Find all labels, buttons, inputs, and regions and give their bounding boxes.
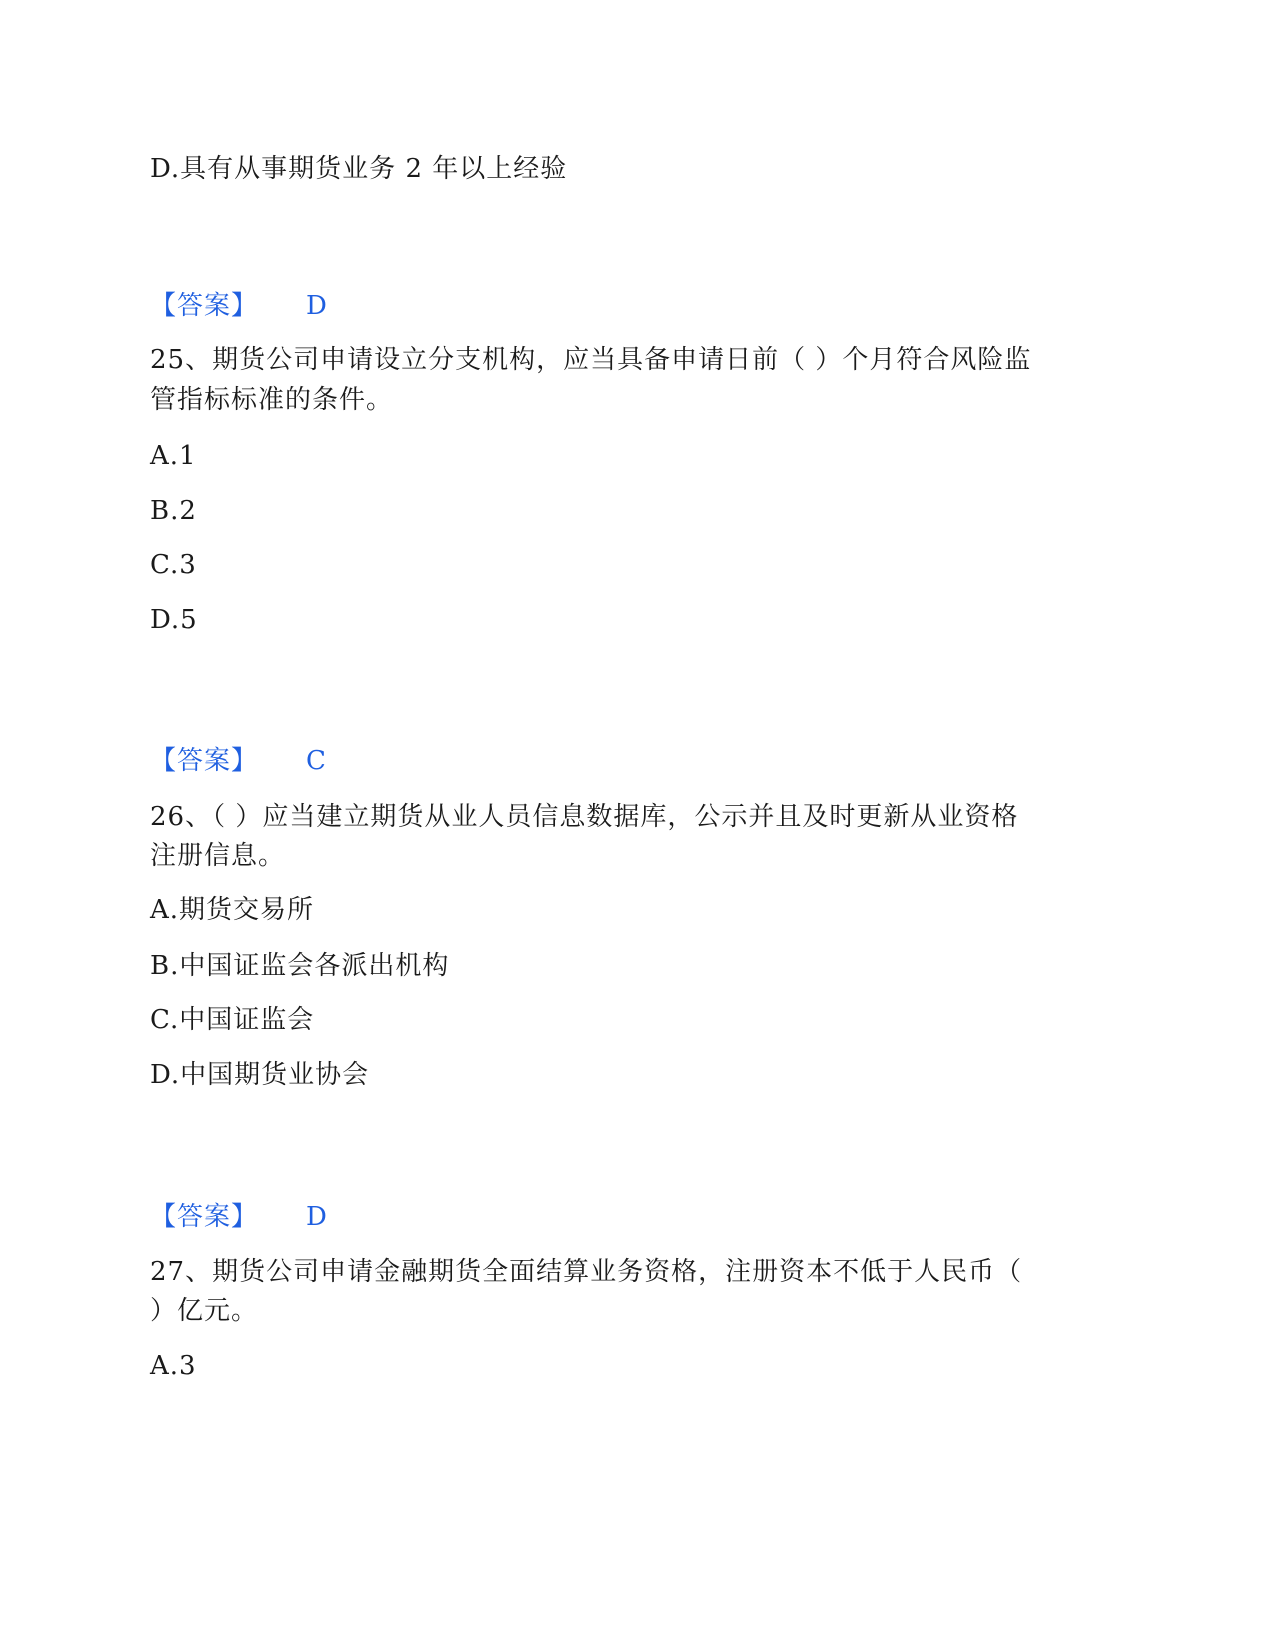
q25-stem-line1: 25、期货公司申请设立分支机构，应当具备申请日前（ ）个月符合风险监	[150, 345, 1032, 375]
prev-option-d: D.具有从事期货业务 2 年以上经验	[150, 154, 568, 184]
q26-stem-line1: 26、（ ）应当建立期货从业人员信息数据库，公示并且及时更新从业资格	[150, 802, 1019, 832]
q25-option-a: A.1	[150, 441, 197, 471]
q27-option-a: A.3	[150, 1351, 197, 1381]
q26-stem-line2: 注册信息。	[150, 841, 286, 871]
q25-option-b: B.2	[150, 496, 197, 526]
answer-label: 【答案】	[150, 746, 259, 776]
answer-line-q24	[150, 286, 328, 326]
q25-stem-line2: 管指标标准的条件。	[150, 385, 394, 415]
q26-option-b: B.中国证监会各派出机构	[150, 951, 450, 981]
answer-value: D	[306, 1202, 328, 1232]
answer-line-q26	[150, 1197, 328, 1237]
q25-option-d: D.5	[150, 605, 198, 635]
q25-option-c: C.3	[150, 550, 197, 580]
q27-stem-line2: ）亿元。	[150, 1296, 259, 1326]
answer-value: D	[306, 291, 328, 321]
q27-stem-line1: 27、期货公司申请金融期货全面结算业务资格，注册资本不低于人民币（	[150, 1257, 1023, 1287]
q26-option-a: A.期货交易所	[150, 895, 315, 925]
q26-option-d: D.中国期货业协会	[150, 1060, 370, 1090]
q26-option-c: C.中国证监会	[150, 1005, 315, 1035]
answer-line-q25	[150, 741, 327, 781]
answer-label: 【答案】	[150, 1202, 259, 1232]
answer-value: C	[306, 746, 327, 776]
answer-label: 【答案】	[150, 291, 259, 321]
